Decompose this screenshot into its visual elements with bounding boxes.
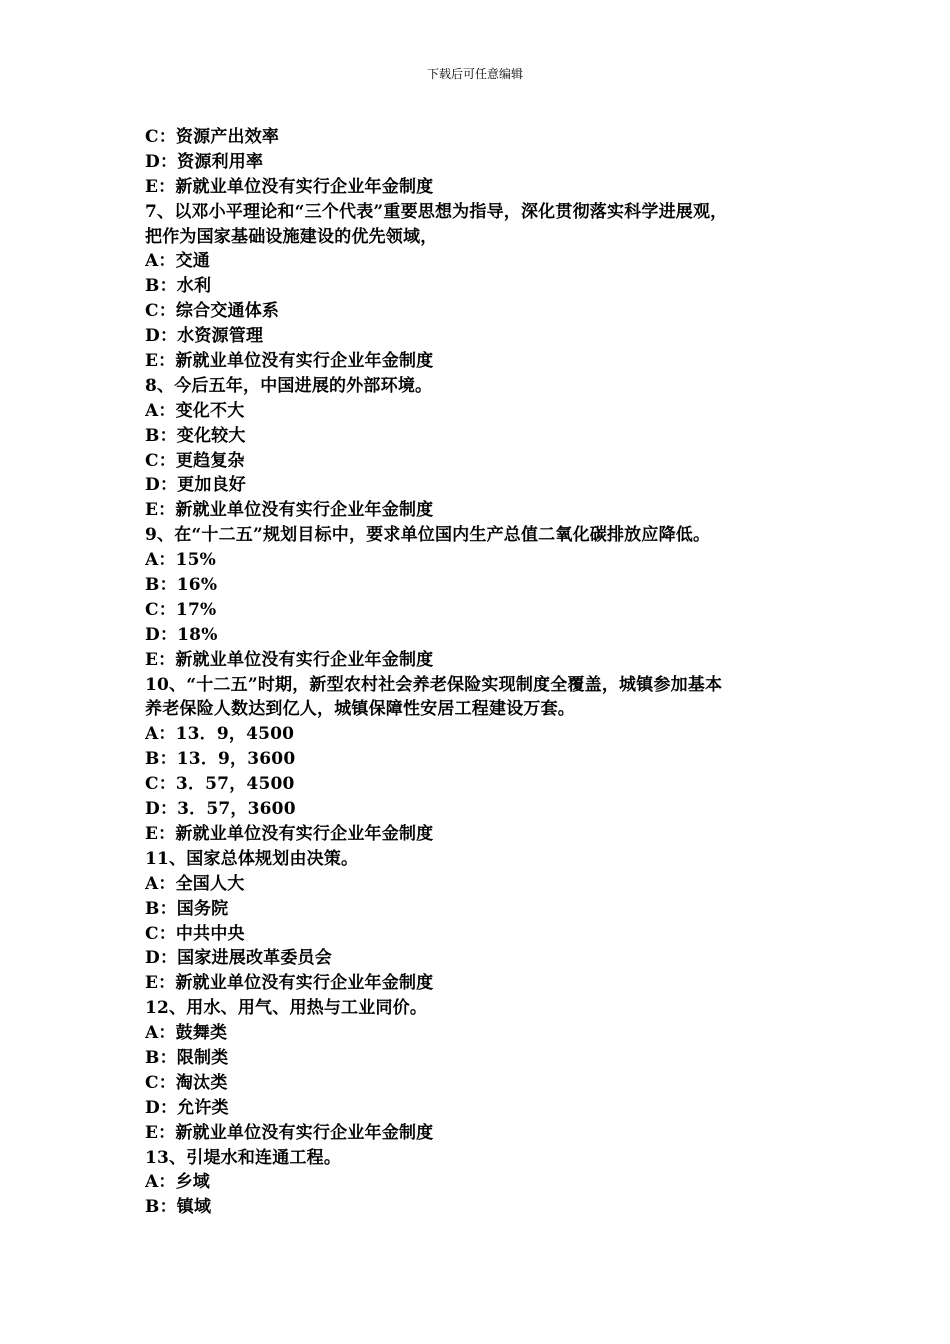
option-c: C：中共中央 (145, 923, 245, 944)
option-b: B：镇域 (145, 1197, 212, 1218)
option-e: E：新就业单位没有实行企业年金制度 (145, 823, 434, 844)
question-9: 9、在“十二五”规划目标中，要求单位国内生产总值二氧化碳排放应降低。 (145, 525, 711, 546)
option-e: E：新就业单位没有实行企业年金制度 (145, 649, 434, 670)
option-c: C：3．57，4500 (145, 774, 295, 795)
option-e: E：新就业单位没有实行企业年金制度 (145, 973, 434, 994)
option-a: A：13．9，4500 (145, 724, 295, 745)
option-c: C：17% (145, 599, 217, 620)
option-b: B：13．9，3600 (145, 749, 296, 770)
question-10: 10、“十二五”时期，新型农村社会养老保险实现制度全覆盖，城镇参加基本 (145, 674, 723, 695)
option-d: D：3．57，3600 (145, 799, 296, 820)
text-line: C：资源产出效率 (145, 127, 280, 147)
option-a: A：乡域 (145, 1172, 210, 1193)
option-e: E：新就业单位没有实行企业年金制度 (145, 351, 434, 372)
text-line: E：新就业单位没有实行企业年金制度 (145, 176, 434, 197)
option-c: C：淘汰类 (145, 1072, 228, 1093)
question-12: 12、用水、用气、用热与工业同价。 (145, 998, 428, 1019)
option-d: D：水资源管理 (145, 326, 264, 347)
question-10-continued: 养老保险人数达到亿人，城镇保障性安居工程建设万套。 (145, 699, 575, 720)
option-a: A：全国人大 (145, 873, 245, 894)
option-c: C：综合交通体系 (145, 301, 280, 322)
option-d: D：国家进展改革委员会 (145, 948, 332, 969)
option-b: B：16% (145, 575, 218, 596)
option-b: B：限制类 (145, 1047, 229, 1068)
option-b: B：变化较大 (145, 425, 246, 446)
text-line: D：资源利用率 (145, 151, 264, 172)
option-c: C：更趋复杂 (145, 450, 245, 471)
option-e: E：新就业单位没有实行企业年金制度 (145, 500, 434, 521)
option-a: A：15% (145, 550, 217, 571)
option-e: E：新就业单位没有实行企业年金制度 (145, 1122, 434, 1143)
option-d: D：18% (145, 624, 218, 645)
question-11: 11、国家总体规划由决策。 (145, 848, 359, 869)
option-a: A：鼓舞类 (145, 1023, 228, 1044)
question-7: 7、以邓小平理论和“三个代表”重要思想为指导，深化贯彻落实科学进展观， (145, 201, 728, 222)
question-8: 8、今后五年，中国进展的外部环境。 (145, 375, 433, 396)
document-body (145, 125, 825, 1220)
page-header: 下载后可任意编辑 (426, 67, 523, 81)
option-a: A：变化不大 (145, 400, 245, 421)
option-a: A：交通 (145, 251, 210, 272)
option-d: D：更加良好 (145, 475, 246, 496)
option-d: D：允许类 (145, 1097, 229, 1118)
option-b: B：国务院 (145, 898, 229, 919)
question-13: 13、引堤水和连通工程。 (145, 1147, 342, 1168)
option-b: B：水利 (145, 276, 212, 297)
question-7-continued: 把作为国家基础设施建设的优先领域， (145, 226, 438, 247)
